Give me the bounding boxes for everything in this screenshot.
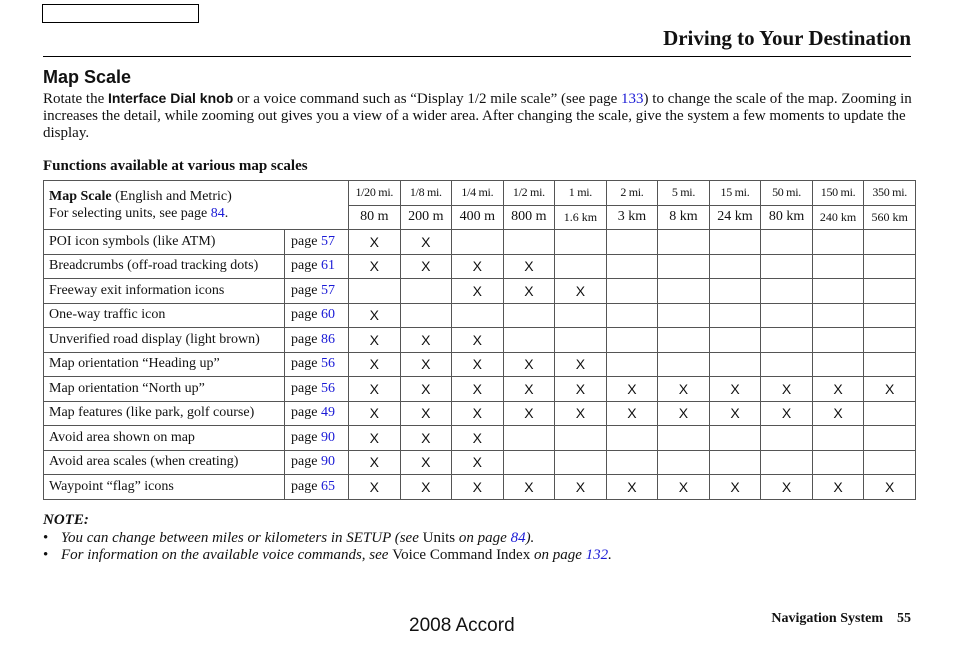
feature-cell: Freeway exit information icons bbox=[44, 279, 285, 304]
available-mark: X bbox=[761, 475, 813, 500]
available-mark: X bbox=[812, 401, 864, 426]
empty-cell bbox=[606, 230, 658, 255]
empty-cell bbox=[761, 303, 813, 328]
page-prefix: page bbox=[291, 429, 321, 445]
page-link-133[interactable]: 133 bbox=[621, 91, 644, 107]
page-ref-cell bbox=[285, 377, 349, 402]
empty-cell bbox=[709, 352, 761, 377]
available-mark: X bbox=[761, 377, 813, 402]
available-mark: X bbox=[452, 401, 504, 426]
note-term: Units bbox=[422, 530, 456, 546]
page-prefix: page bbox=[291, 233, 321, 249]
empty-cell bbox=[812, 328, 864, 353]
page-ref-cell bbox=[285, 328, 349, 353]
page-prefix: page bbox=[291, 282, 321, 298]
feature-cell: Unverified road display (light brown) bbox=[44, 328, 285, 353]
scale-header-cell: 15 mi. bbox=[709, 181, 761, 206]
empty-cell bbox=[555, 254, 607, 279]
metric-header-cell: 80 m bbox=[349, 205, 401, 230]
available-mark: X bbox=[349, 475, 401, 500]
table-row bbox=[44, 230, 916, 255]
metric-header-cell: 24 km bbox=[709, 205, 761, 230]
available-mark: X bbox=[400, 401, 452, 426]
metric-header-cell: 240 km bbox=[812, 205, 864, 230]
empty-cell bbox=[812, 450, 864, 475]
metric-header-cell: 80 km bbox=[761, 205, 813, 230]
empty-cell bbox=[709, 303, 761, 328]
empty-cell bbox=[761, 254, 813, 279]
scale-header-cell: 1/8 mi. bbox=[400, 181, 452, 206]
empty-cell bbox=[400, 303, 452, 328]
available-mark: X bbox=[606, 377, 658, 402]
page-prefix: page bbox=[291, 478, 321, 494]
empty-cell bbox=[606, 426, 658, 451]
note-item bbox=[43, 547, 612, 564]
section-heading: Map Scale bbox=[43, 67, 132, 87]
empty-cell bbox=[555, 328, 607, 353]
note-text: . bbox=[608, 547, 612, 563]
empty-cell bbox=[606, 279, 658, 304]
note-text: on page bbox=[530, 547, 586, 563]
empty-cell bbox=[864, 352, 916, 377]
map-scale-corner-cell bbox=[44, 181, 349, 230]
available-mark: X bbox=[658, 401, 710, 426]
note-term: Voice Command Index bbox=[392, 547, 531, 563]
page-number: 55 bbox=[897, 611, 911, 626]
available-mark: X bbox=[503, 352, 555, 377]
available-mark: X bbox=[709, 401, 761, 426]
page-link[interactable]: 90 bbox=[320, 429, 335, 445]
available-mark: X bbox=[349, 401, 401, 426]
page-link[interactable]: 49 bbox=[320, 405, 335, 421]
metric-header-cell: 800 m bbox=[503, 205, 555, 230]
empty-cell bbox=[503, 230, 555, 255]
note-list bbox=[43, 530, 612, 564]
empty-cell bbox=[606, 352, 658, 377]
title-rule bbox=[43, 56, 911, 57]
page-link[interactable]: 61 bbox=[320, 258, 335, 274]
page-prefix: page bbox=[291, 356, 321, 372]
empty-cell bbox=[812, 230, 864, 255]
page-link-132[interactable]: 132 bbox=[585, 547, 609, 563]
page-link[interactable]: 65 bbox=[320, 478, 335, 494]
scale-header-cell: 50 mi. bbox=[761, 181, 813, 206]
units-text: For selecting units, see page bbox=[49, 206, 211, 221]
feature-cell: Waypoint “flag” icons bbox=[44, 475, 285, 500]
empty-cell bbox=[503, 450, 555, 475]
available-mark: X bbox=[658, 377, 710, 402]
table-body bbox=[44, 181, 916, 500]
page-link-84[interactable]: 84 bbox=[210, 206, 225, 221]
intro-paragraph bbox=[43, 90, 913, 142]
feature-cell: Map orientation “Heading up” bbox=[44, 352, 285, 377]
note-text: For information on the available voice commands, see bbox=[61, 547, 393, 563]
table-heading: Functions available at various map scales bbox=[43, 158, 308, 174]
table-row bbox=[44, 303, 916, 328]
available-mark: X bbox=[503, 254, 555, 279]
metric-header-cell: 3 km bbox=[606, 205, 658, 230]
available-mark: X bbox=[400, 377, 452, 402]
empty-cell bbox=[812, 426, 864, 451]
available-mark: X bbox=[503, 475, 555, 500]
empty-cell bbox=[555, 230, 607, 255]
available-mark: X bbox=[555, 377, 607, 402]
metric-header-cell: 8 km bbox=[658, 205, 710, 230]
note-text: ). bbox=[525, 530, 535, 546]
page-ref-cell bbox=[285, 352, 349, 377]
feature-cell: POI icon symbols (like ATM) bbox=[44, 230, 285, 255]
metric-header-cell: 560 km bbox=[864, 205, 916, 230]
available-mark: X bbox=[555, 279, 607, 304]
footer bbox=[771, 611, 911, 627]
interface-dial-term: Interface Dial knob bbox=[107, 90, 234, 106]
note-label: NOTE: bbox=[43, 512, 89, 528]
available-mark: X bbox=[606, 401, 658, 426]
empty-cell bbox=[864, 254, 916, 279]
metric-header-cell: 1.6 km bbox=[555, 205, 607, 230]
empty-cell bbox=[812, 279, 864, 304]
empty-cell bbox=[503, 303, 555, 328]
intro-text-3: ) to change the scale of the map. Zooming in increases the detail, while zooming out gives you a view of a wider area. After changing the scale, give the system a few moments to update the display. bbox=[43, 91, 912, 141]
available-mark: X bbox=[400, 328, 452, 353]
available-mark: X bbox=[349, 377, 401, 402]
bullet-icon: • bbox=[43, 530, 49, 546]
empty-cell bbox=[864, 279, 916, 304]
empty-cell bbox=[658, 328, 710, 353]
scale-header-cell: 1/20 mi. bbox=[349, 181, 401, 206]
empty-cell bbox=[709, 230, 761, 255]
empty-cell bbox=[864, 426, 916, 451]
feature-cell: One-way traffic icon bbox=[44, 303, 285, 328]
empty-cell bbox=[606, 328, 658, 353]
available-mark: X bbox=[606, 475, 658, 500]
page-link[interactable]: 57 bbox=[320, 282, 335, 298]
intro-text-1: Rotate the bbox=[43, 91, 108, 107]
empty-cell bbox=[452, 303, 504, 328]
page-link[interactable]: 90 bbox=[320, 454, 335, 470]
feature-cell: Breadcrumbs (off-road tracking dots) bbox=[44, 254, 285, 279]
table-row bbox=[44, 352, 916, 377]
page-ref-cell bbox=[285, 475, 349, 500]
page-prefix: page bbox=[291, 258, 321, 274]
empty-cell bbox=[709, 426, 761, 451]
empty-cell bbox=[658, 426, 710, 451]
empty-cell bbox=[864, 230, 916, 255]
scale-header-cell: 150 mi. bbox=[812, 181, 864, 206]
footer-nav: Navigation System bbox=[771, 611, 883, 626]
empty-cell bbox=[709, 450, 761, 475]
available-mark: X bbox=[812, 475, 864, 500]
page-ref-cell bbox=[285, 450, 349, 475]
page-link[interactable]: 86 bbox=[320, 331, 335, 347]
page-ref-cell bbox=[285, 426, 349, 451]
page-link[interactable]: 57 bbox=[320, 233, 335, 249]
empty-cell bbox=[761, 230, 813, 255]
intro-text-2: or a voice command such as “Display 1/2 mile scale” (see page bbox=[233, 91, 622, 107]
available-mark: X bbox=[452, 426, 504, 451]
bullet-icon: • bbox=[43, 547, 49, 563]
page-prefix: page bbox=[291, 454, 321, 470]
empty-cell bbox=[606, 303, 658, 328]
empty-cell bbox=[503, 426, 555, 451]
corner-title: Map Scale bbox=[49, 189, 112, 204]
available-mark: X bbox=[503, 401, 555, 426]
available-mark: X bbox=[400, 475, 452, 500]
header-box bbox=[42, 4, 199, 23]
available-mark: X bbox=[503, 279, 555, 304]
empty-cell bbox=[864, 401, 916, 426]
feature-cell: Map orientation “North up” bbox=[44, 377, 285, 402]
empty-cell bbox=[658, 254, 710, 279]
available-mark: X bbox=[555, 401, 607, 426]
note-text: on page bbox=[455, 530, 511, 546]
scale-header-cell: 2 mi. bbox=[606, 181, 658, 206]
empty-cell bbox=[606, 254, 658, 279]
page-ref-cell bbox=[285, 254, 349, 279]
empty-cell bbox=[349, 279, 401, 304]
available-mark: X bbox=[349, 303, 401, 328]
empty-cell bbox=[400, 279, 452, 304]
available-mark: X bbox=[400, 230, 452, 255]
units-end: . bbox=[224, 206, 229, 221]
available-mark: X bbox=[555, 475, 607, 500]
empty-cell bbox=[606, 450, 658, 475]
available-mark: X bbox=[349, 230, 401, 255]
page-link-84[interactable]: 84 bbox=[510, 530, 526, 546]
page-ref-cell bbox=[285, 401, 349, 426]
page-prefix: page bbox=[291, 380, 321, 396]
metric-header-cell: 200 m bbox=[400, 205, 452, 230]
model-label: 2008 Accord bbox=[409, 615, 515, 636]
available-mark: X bbox=[709, 377, 761, 402]
available-mark: X bbox=[349, 328, 401, 353]
scale-header-cell: 1 mi. bbox=[555, 181, 607, 206]
table-row bbox=[44, 401, 916, 426]
page-ref-cell bbox=[285, 230, 349, 255]
metric-header-cell: 400 m bbox=[452, 205, 504, 230]
table-row bbox=[44, 328, 916, 353]
page-ref-cell bbox=[285, 303, 349, 328]
table-row bbox=[44, 279, 916, 304]
feature-cell: Map features (like park, golf course) bbox=[44, 401, 285, 426]
empty-cell bbox=[709, 254, 761, 279]
available-mark: X bbox=[452, 254, 504, 279]
table-row bbox=[44, 426, 916, 451]
empty-cell bbox=[864, 450, 916, 475]
feature-cell: Avoid area shown on map bbox=[44, 426, 285, 451]
empty-cell bbox=[761, 328, 813, 353]
available-mark: X bbox=[349, 450, 401, 475]
empty-cell bbox=[555, 303, 607, 328]
available-mark: X bbox=[503, 377, 555, 402]
empty-cell bbox=[761, 279, 813, 304]
empty-cell bbox=[864, 303, 916, 328]
available-mark: X bbox=[452, 377, 504, 402]
empty-cell bbox=[658, 279, 710, 304]
table-row bbox=[44, 254, 916, 279]
page-prefix: page bbox=[291, 307, 321, 323]
corner-subtitle: (English and Metric) bbox=[111, 189, 232, 204]
empty-cell bbox=[812, 254, 864, 279]
page-prefix: page bbox=[291, 331, 321, 347]
scale-header-cell: 1/4 mi. bbox=[452, 181, 504, 206]
page-ref-cell bbox=[285, 279, 349, 304]
available-mark: X bbox=[709, 475, 761, 500]
map-scale-table bbox=[43, 180, 916, 500]
empty-cell bbox=[761, 352, 813, 377]
available-mark: X bbox=[761, 401, 813, 426]
note-item bbox=[43, 530, 612, 547]
scale-header-row bbox=[44, 181, 916, 206]
empty-cell bbox=[761, 450, 813, 475]
table-row bbox=[44, 377, 916, 402]
available-mark: X bbox=[349, 352, 401, 377]
empty-cell bbox=[452, 230, 504, 255]
empty-cell bbox=[658, 352, 710, 377]
available-mark: X bbox=[452, 450, 504, 475]
available-mark: X bbox=[400, 352, 452, 377]
available-mark: X bbox=[864, 377, 916, 402]
available-mark: X bbox=[452, 328, 504, 353]
available-mark: X bbox=[452, 475, 504, 500]
page-prefix: page bbox=[291, 405, 321, 421]
empty-cell bbox=[709, 279, 761, 304]
available-mark: X bbox=[812, 377, 864, 402]
page-link[interactable]: 60 bbox=[320, 307, 335, 323]
available-mark: X bbox=[658, 475, 710, 500]
available-mark: X bbox=[400, 254, 452, 279]
page-link[interactable]: 56 bbox=[320, 356, 335, 372]
empty-cell bbox=[555, 426, 607, 451]
available-mark: X bbox=[349, 426, 401, 451]
scale-header-cell: 350 mi. bbox=[864, 181, 916, 206]
empty-cell bbox=[503, 328, 555, 353]
empty-cell bbox=[658, 230, 710, 255]
empty-cell bbox=[812, 352, 864, 377]
available-mark: X bbox=[452, 279, 504, 304]
scale-header-cell: 1/2 mi. bbox=[503, 181, 555, 206]
available-mark: X bbox=[452, 352, 504, 377]
empty-cell bbox=[812, 303, 864, 328]
empty-cell bbox=[658, 450, 710, 475]
available-mark: X bbox=[400, 450, 452, 475]
feature-cell: Avoid area scales (when creating) bbox=[44, 450, 285, 475]
empty-cell bbox=[555, 450, 607, 475]
available-mark: X bbox=[864, 475, 916, 500]
table-row bbox=[44, 475, 916, 500]
empty-cell bbox=[658, 303, 710, 328]
table-row bbox=[44, 450, 916, 475]
empty-cell bbox=[709, 328, 761, 353]
page-link[interactable]: 56 bbox=[320, 380, 335, 396]
available-mark: X bbox=[349, 254, 401, 279]
empty-cell bbox=[864, 328, 916, 353]
available-mark: X bbox=[400, 426, 452, 451]
empty-cell bbox=[761, 426, 813, 451]
note-text: You can change between miles or kilometers in SETUP (see bbox=[61, 530, 423, 546]
scale-header-cell: 5 mi. bbox=[658, 181, 710, 206]
available-mark: X bbox=[555, 352, 607, 377]
page-title: Driving to Your Destination bbox=[663, 26, 911, 50]
